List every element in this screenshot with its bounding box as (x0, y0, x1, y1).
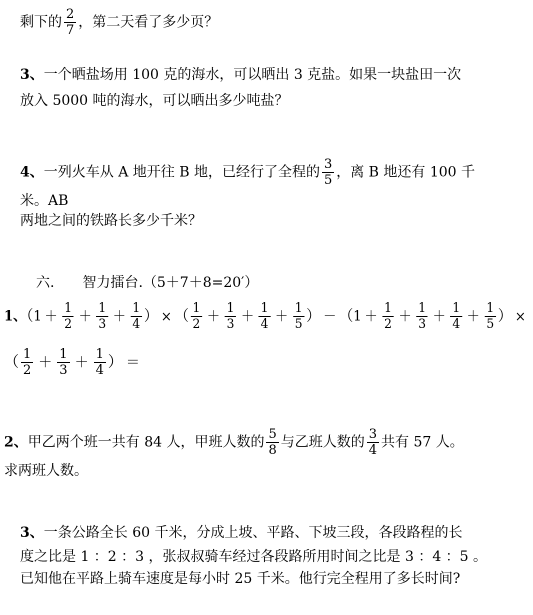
text: 求两班人数。 (4, 463, 88, 479)
problem-1-line2: （ $\frac{1}{2}$ ＋ $\frac{1}{3}$ ＋ $\frac{1}{4}$ ） ＝ (4, 347, 140, 378)
question-4-line1 (20, 158, 475, 187)
section-heading (36, 274, 258, 292)
text: 一条公路全长 60 千米，分成上坡、平路、下坡三段，各段路程的长 (43, 525, 463, 541)
section-label: 六. (36, 275, 55, 291)
question-number: 3、 (20, 525, 44, 541)
problem-1-line1: 1、（1 ＋ $\frac{1}{2}$ ＋ $\frac{1}{3}$ ＋ $\frac{1}{4}$ ） × （ $\frac{1}{2}$ ＋ $\frac{1}{3}$ ＋ $\frac{1}{4}$ ＋ $\frac{1}{5}$ ） － （1 ＋ $\frac{1}{2}$ ＋ $\frac{1}{3}$ ＋ $\frac{1}{4}$ ＋ $\frac{1}{5}$ ） × (4, 301, 526, 332)
text: 米。AB (20, 193, 69, 209)
text: 放入 5000 吨的海水，可以晒出多少吨盐？ (20, 93, 289, 109)
text: ，第二天看了多少页？ (78, 14, 219, 31)
text: 两地之间的铁路长多少千米？ (20, 213, 202, 229)
problem-2-line2 (4, 462, 88, 480)
text: 剩下的 (20, 14, 62, 31)
text: 度之比是 1 ：2 ：3 ，张叔叔骑车经过各段路所用时间之比是 3 ：4 ：5 。 (20, 549, 488, 565)
question-4-line3 (20, 212, 202, 230)
question-3-line2 (20, 92, 289, 110)
problem-3-line1 (20, 524, 462, 542)
text: 与乙班人数的 (280, 434, 365, 451)
text: 一个晒盐场用 100 克的海水，可以晒出 3 克盐。如果一块盐田一次 (43, 67, 462, 83)
problem-continuation (20, 8, 218, 37)
fraction: $\frac{3}{5}$ (323, 157, 333, 188)
text: ，离 B 地还有 100 千 (336, 164, 476, 181)
text: 共有 57 人。 (381, 434, 464, 451)
question-3-line1 (20, 66, 461, 84)
question-number: 3、 (20, 67, 44, 83)
section-title: 智力擂台.（5＋7＋8=20′） (82, 275, 259, 291)
text: 一列火车从 A 地开往 B 地，已经行了全程的 (43, 164, 320, 181)
question-4-line2 (20, 192, 68, 210)
question-number: 2、 (4, 434, 28, 451)
text: 已知他在平路上骑车速度是每小时 25 千米。他行完全程用了多长时间? (20, 571, 461, 587)
problem-3-line2 (20, 548, 487, 566)
question-number: 1、 (4, 308, 27, 325)
problem-3-line3 (20, 570, 460, 588)
question-number: 4、 (20, 164, 44, 181)
text: 甲乙两个班一共有 84 人，甲班人数的 (27, 434, 265, 451)
problem-2-line1: 2、甲乙两个班一共有 84 人，甲班人数的 $\frac{5}{8}$ 与乙班人数的 $\frac{3}{4}$ 共有 57 人。 (4, 427, 464, 458)
fraction: $\frac{2}{7}$ (66, 7, 75, 38)
